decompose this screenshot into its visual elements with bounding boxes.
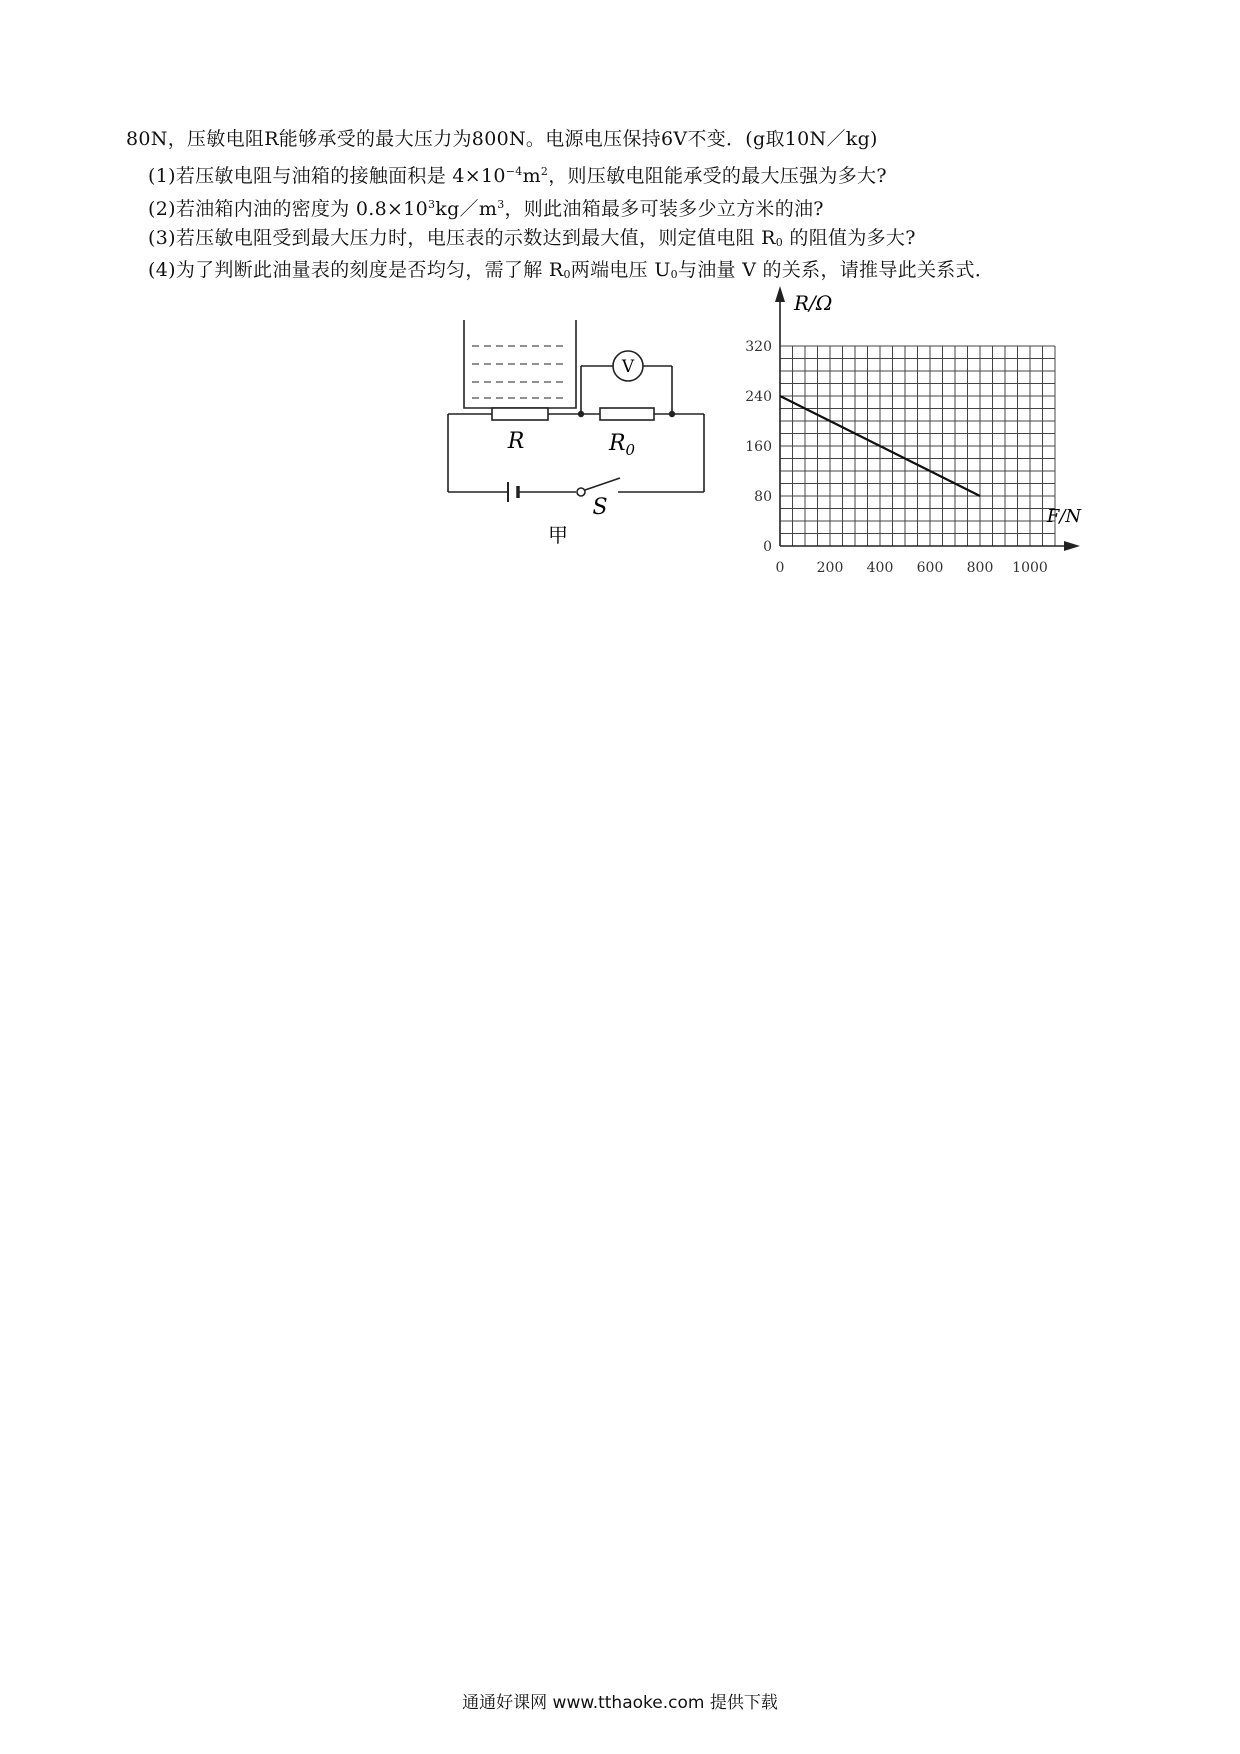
resistor-r0: [600, 408, 654, 420]
pressure-resistor-r: [492, 408, 548, 420]
voltmeter-label: V: [621, 357, 635, 377]
y-tick-label: 0: [763, 539, 772, 555]
question-2: (2)若油箱内油的密度为 $0.8\times 10^3kg/m^3$，则此油箱最多可装多少立方米的油?: [148, 198, 824, 220]
graph-axes: [775, 286, 1080, 551]
y-axis-arrow: [775, 286, 785, 302]
y-tick-label: 240: [745, 389, 772, 405]
x-tick-label: 0: [775, 560, 785, 576]
page-footer: 通通好课网 www.tthaoke.com 提供下载: [462, 1693, 778, 1713]
x-axis-label: F/N: [1046, 506, 1082, 527]
graph-grid: [780, 346, 1055, 546]
graph-tick-labels: [745, 339, 1048, 576]
x-tick-label: 600: [916, 560, 944, 576]
question-3: (3)若压敏电阻受到最大压力时，电压表的示数达到最大值，则定值电阻 $R_0$ 的阻值为多大?: [148, 227, 916, 249]
switch-blade: [585, 478, 620, 490]
x-tick-label: 800: [966, 560, 994, 576]
y-tick-label: 80: [754, 489, 772, 505]
y-tick-label: 160: [745, 439, 772, 455]
x-axis-arrow: [1064, 541, 1080, 551]
circuit-diagram: [440, 312, 720, 552]
x-tick-label: 1000: [1012, 560, 1048, 576]
diagram-caption: 甲: [548, 523, 568, 547]
junction-dot: [669, 411, 675, 417]
resistor-r0-label: $R_0$: [608, 431, 636, 459]
x-tick-label: 400: [866, 560, 894, 576]
resistor-r-label: R: [507, 429, 525, 454]
y-tick-label: 320: [745, 339, 772, 355]
question-1: (1)若压敏电阻与油箱的接触面积是 $4\times 10^{-4}m^2$，则压敏电阻能承受的最大压强为多大?: [148, 165, 887, 187]
junction-dot: [578, 411, 584, 417]
y-axis-label: R/Ω: [794, 291, 833, 315]
problem-intro: 80N，压敏电阻R能够承受的最大压力为800N。电源电压保持6V不变．(g取10N／kg): [126, 128, 878, 150]
question-4: (4)为了判断此油量表的刻度是否均匀，需了解 $R_0$两端电压 $U_0$与油量 V 的关系，请推导此关系式．: [148, 259, 995, 281]
x-tick-label: 200: [816, 560, 844, 576]
resistance-force-graph: [738, 282, 1088, 580]
switch-label: S: [592, 495, 608, 520]
switch-pivot: [577, 488, 585, 496]
